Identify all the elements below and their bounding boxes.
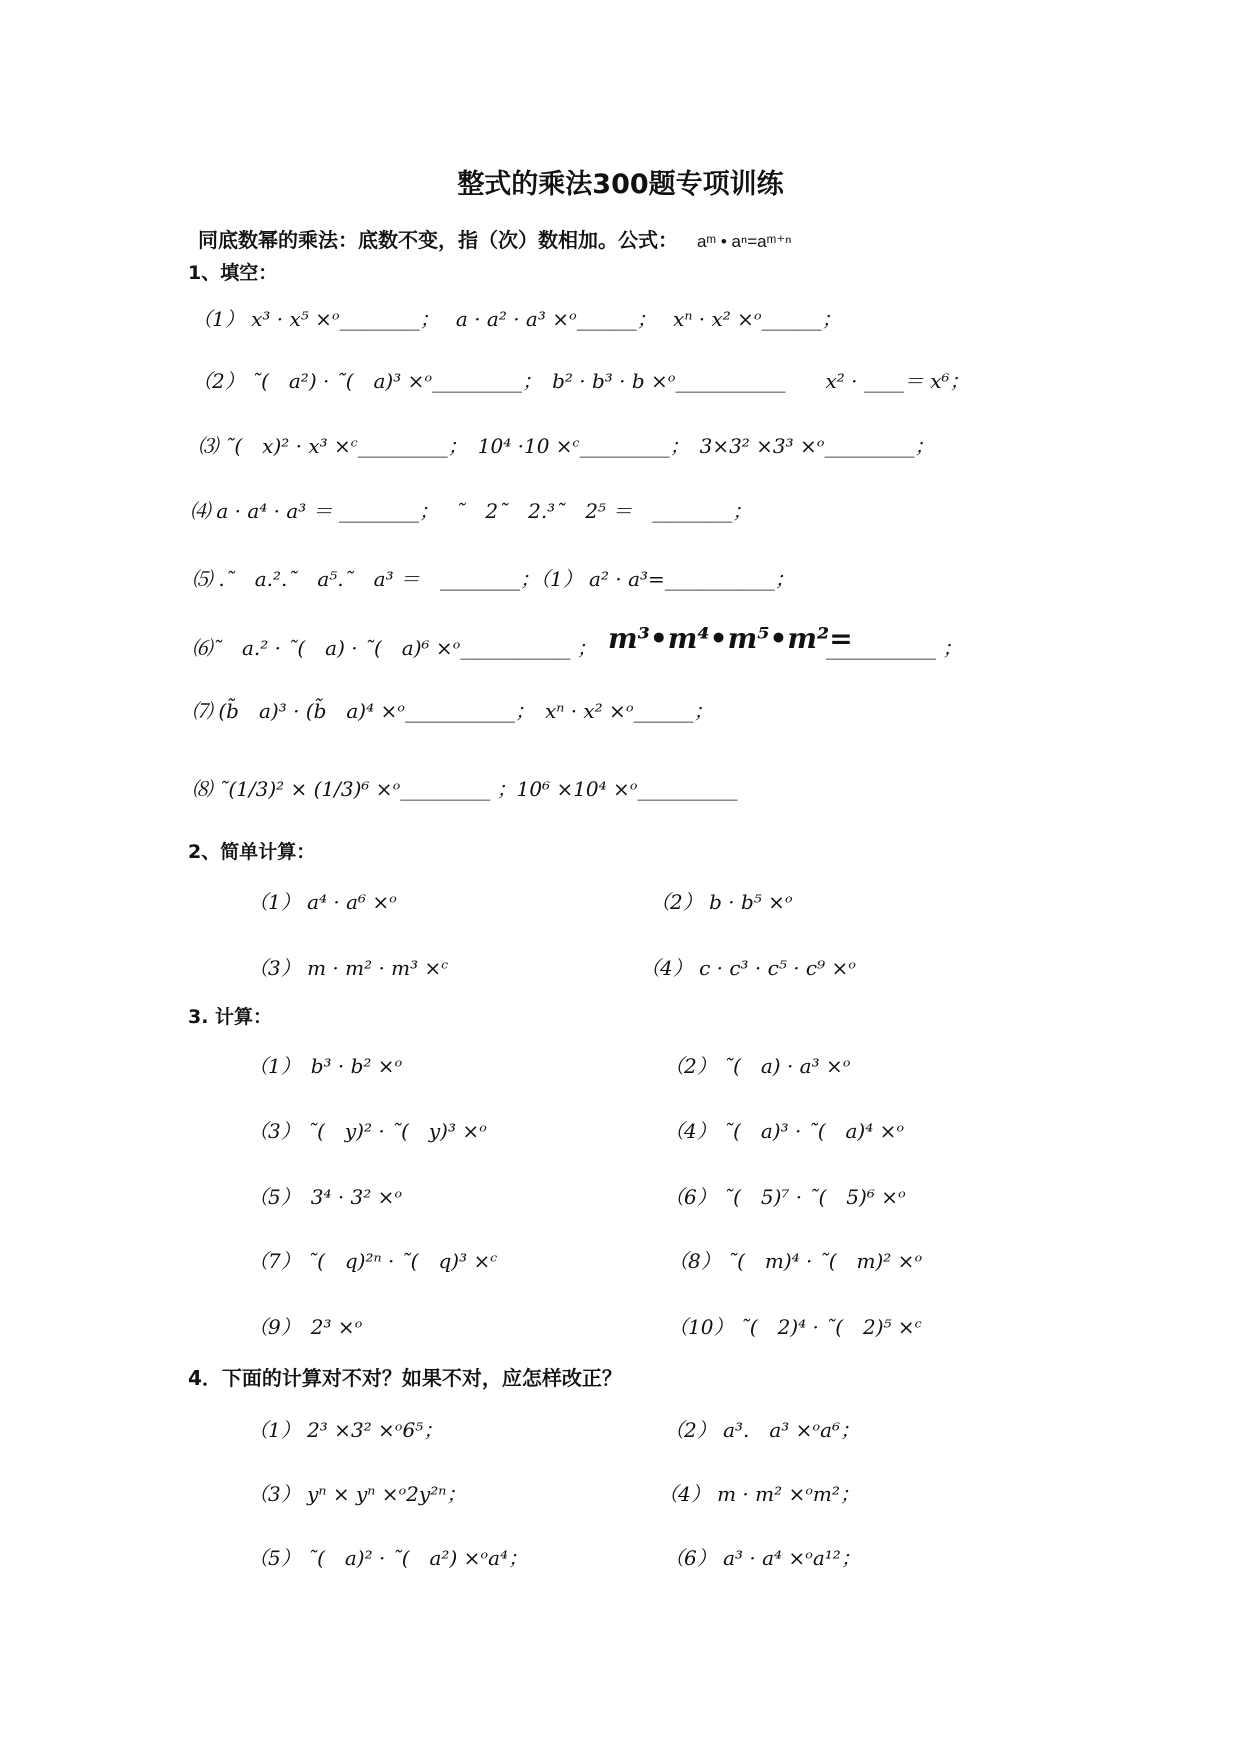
calc-item-6: （6） ˜( 5)⁷ · ˜( 5)⁶ ×ᵒ: [664, 1185, 906, 1209]
check-item-2: （2） a³. a³ ×ᵒa⁶；: [664, 1418, 861, 1442]
fill-item-8: ⑻ ˜(1/3)² × (1/3)⁶ ×ᵒ_________ ；10⁶ ×10⁴ ×ᵒ__________: [192, 777, 738, 801]
fill-item-3: ⑶ ˜( x)² · x³ ×ᶜ_________； 10⁴ ·10 ×ᶜ_________； 3×3² ×3³ ×ᵒ_________；: [198, 434, 935, 458]
section-4-heading: 4．下面的计算对不对？如果不对，应怎样改正？: [188, 1366, 622, 1390]
calc-item-7: （7） ˜( q)²ⁿ · ˜( q)³ ×ᶜ: [248, 1249, 498, 1273]
calc-item-10: （10） ˜( 2)⁴ · ˜( 2)⁵ ×ᶜ: [668, 1315, 922, 1339]
fill-item-2: （2） ˜( a²) · ˜( a)³ ×ᵒ_________； b² · b³ · b ×ᵒ___________ x² · ____＝ x⁶；: [192, 369, 970, 393]
calc-item-3: （3） ˜( y)² · ˜( y)³ ×ᵒ: [248, 1119, 487, 1143]
fill-item-4: ⑷ a · a⁴ · a³ ＝ ________； ˜ 2˜ 2.³˜ 2⁵ ＝ ________；: [190, 499, 753, 523]
section-3-heading: 3. 计算：: [188, 1006, 273, 1028]
fill-item-5: ⑸ .˜ a.².˜ a⁵.˜ a³ ＝ ________；（1） a² · a³=___________；: [192, 567, 795, 591]
check-item-6: （6） a³ · a⁴ ×ᵒa¹²；: [664, 1546, 861, 1570]
fill-item-1: （1） x³ · x⁵ ×ᵒ________； a · a² · a³ ×ᵒ______； xⁿ · x² ×ᵒ______；: [192, 307, 842, 331]
simple-item-2: （2） b · b⁵ ×ᵒ: [650, 890, 793, 914]
fill-item-6-expression: m³•m⁴•m⁵•m²=: [608, 622, 853, 655]
check-item-3: （3） yⁿ × yⁿ ×ᵒ2y²ⁿ；: [248, 1482, 467, 1506]
check-item-5: （5） ˜( a)² · ˜( a²) ×ᵒa⁴；: [248, 1546, 529, 1570]
rule-label: 同底数幂的乘法：底数不变，指（次）数相加。公式：: [198, 228, 678, 252]
calc-item-8: （8） ˜( m)⁴ · ˜( m)² ×ᵒ: [668, 1249, 923, 1273]
fill-item-7: ⑺ (b̃ a)³ · (b̃ a)⁴ ×ᵒ___________； xⁿ · x² ×ᵒ______；: [192, 699, 714, 723]
calc-item-2: （2） ˜( a) · a³ ×ᵒ: [664, 1054, 851, 1078]
calc-item-9: （9） 2³ ×ᵒ: [248, 1315, 363, 1339]
formula: aᵐ • aⁿ=aᵐ⁺ⁿ: [696, 232, 792, 251]
check-item-1: （1） 2³ ×3² ×ᵒ6⁵；: [248, 1418, 444, 1442]
section-1-heading: 1、填空：: [188, 262, 278, 284]
simple-item-4: （4） c · c³ · c⁵ · c⁹ ×ᵒ: [640, 956, 856, 980]
fill-item-6: ⑹˜ a.² · ˜( a) · ˜( a)⁶ ×ᵒ___________ ；: [192, 636, 597, 660]
page-title: 整式的乘法300题专项训练: [457, 169, 784, 200]
rule-text: [198, 224, 792, 253]
simple-item-3: （3） m · m² · m³ ×ᶜ: [248, 956, 449, 980]
fill-item-6-blank: ___________ ；: [826, 636, 963, 660]
calc-item-4: （4） ˜( a)³ · ˜( a)⁴ ×ᵒ: [664, 1119, 905, 1143]
section-2-heading: 2、简单计算：: [188, 841, 316, 863]
simple-item-1: （1） a⁴ · a⁶ ×ᵒ: [248, 890, 397, 914]
calc-item-5: （5） 3⁴ · 3² ×ᵒ: [248, 1185, 403, 1209]
check-item-4: （4） m · m² ×ᵒm²；: [658, 1482, 860, 1506]
calc-item-1: （1） b³ · b² ×ᵒ: [248, 1054, 403, 1078]
